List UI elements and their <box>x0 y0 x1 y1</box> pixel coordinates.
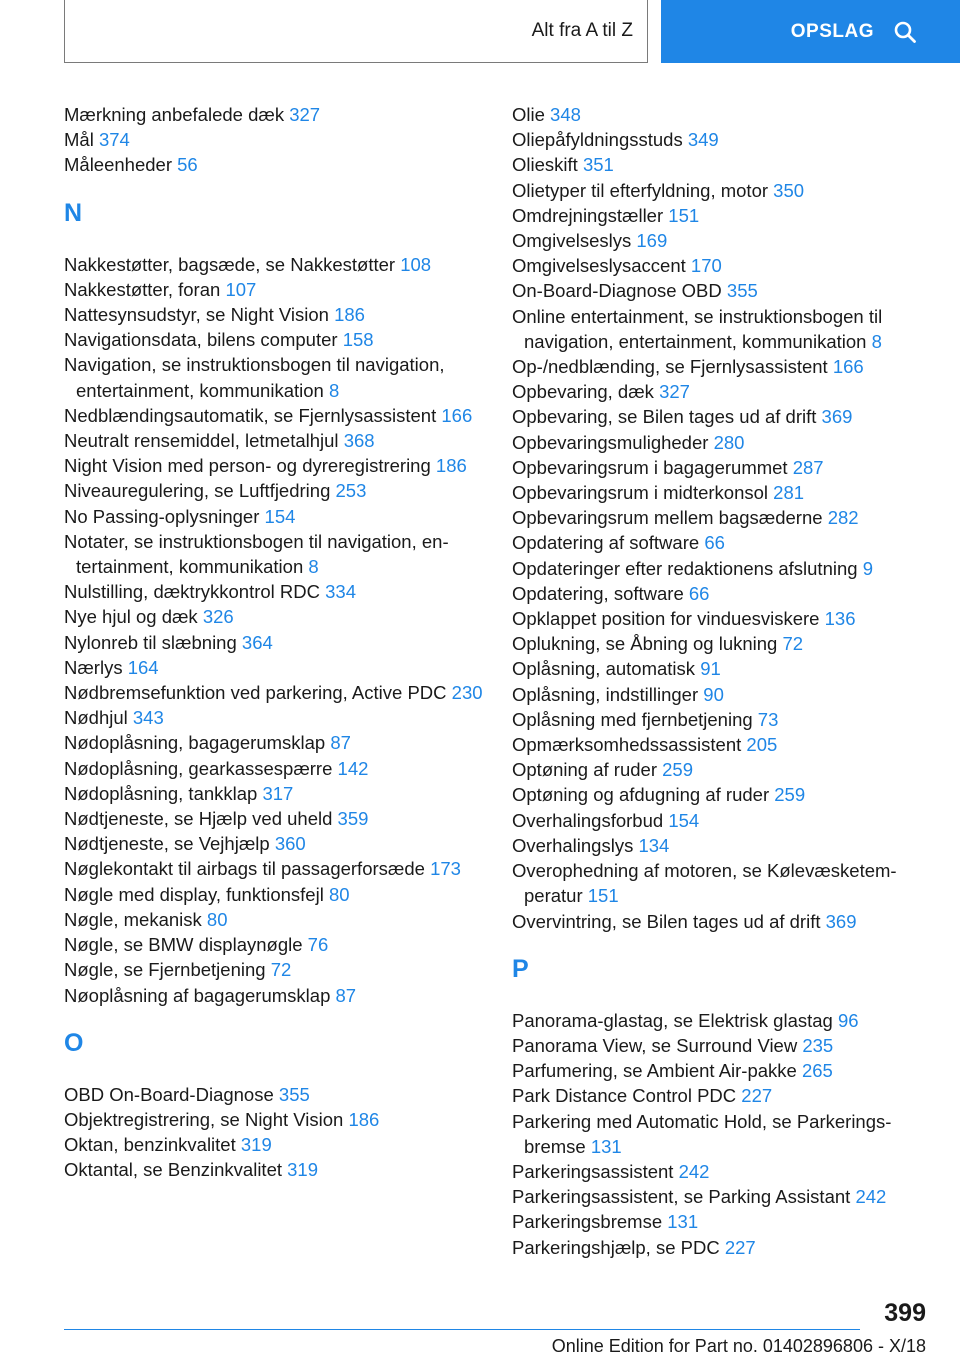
page-reference-link[interactable]: 364 <box>241 631 273 653</box>
index-entry <box>64 127 484 152</box>
index-entry-text: Optøning og afdugning af ruder <box>512 784 770 806</box>
index-entry-text: Nødbremsefunktion ved parkering, Active PDC <box>64 682 447 704</box>
index-entry <box>64 428 484 453</box>
index-entry <box>512 1083 932 1108</box>
index-entry <box>512 379 932 404</box>
index-entry <box>64 655 484 680</box>
index-entry <box>64 705 484 730</box>
index-entry-text: Night Vision med person- og dyreregistrering <box>64 455 431 477</box>
index-entry-text: Navigation, se instruktionsbogen til navigation, entertainment, kommunikation <box>64 354 445 401</box>
page-reference-link[interactable]: 151 <box>668 204 700 226</box>
edition-text: Online Edition for Part no. 01402896806 - X/18 <box>551 1336 926 1356</box>
index-entry <box>64 579 484 604</box>
index-entry-text: Nedblændingsautomatik, se Fjernlysassistent <box>64 404 437 426</box>
page-reference-link[interactable]: 369 <box>825 910 857 932</box>
page-reference-link[interactable]: 107 <box>225 278 257 300</box>
index-entry-text: Nakkestøtter, bagsæde, se Nakkestøtter <box>64 253 396 275</box>
page-reference-link[interactable]: 186 <box>435 455 467 477</box>
index-entry <box>64 1107 484 1132</box>
index-entry-text: Parkering med Automatic Hold, se Parkeringsbremse <box>512 1110 892 1157</box>
index-entry <box>512 430 932 455</box>
index-entry <box>512 278 932 303</box>
page-reference-link[interactable]: 73 <box>757 708 779 730</box>
index-entry-text: Opbevaring, dæk <box>512 381 654 403</box>
index-entry <box>64 882 484 907</box>
index-entry-text: Oplukning, se Åbning og lukning <box>512 633 778 655</box>
page-reference-link[interactable]: 108 <box>400 253 432 275</box>
index-entry <box>512 203 932 228</box>
index-entry <box>64 730 484 755</box>
index-entry <box>512 581 932 606</box>
index-entry-text: Opdatering, software <box>512 582 684 604</box>
footer-divider <box>64 1329 860 1330</box>
page-reference-link[interactable]: 8 <box>871 330 882 352</box>
page-reference-link[interactable]: 259 <box>662 759 694 781</box>
index-entry <box>512 404 932 429</box>
page-reference-link[interactable]: 319 <box>287 1159 319 1181</box>
search-button[interactable] <box>661 0 960 63</box>
index-entry <box>512 682 932 707</box>
index-entry-text: On-Board-Diagnose OBD <box>512 280 722 302</box>
page-reference-link[interactable]: 131 <box>590 1135 622 1157</box>
index-entry <box>512 909 932 934</box>
index-entry <box>512 1008 932 1033</box>
index-entry <box>64 529 484 579</box>
index-entry <box>512 707 932 732</box>
index-entry-text: Måleenheder <box>64 154 172 176</box>
index-entry-text: Nøoplåsning af bagagerumsklap <box>64 984 331 1006</box>
page-reference-link[interactable]: 327 <box>289 104 321 125</box>
page-reference-link[interactable]: 227 <box>724 1236 756 1258</box>
page-reference-link[interactable]: 343 <box>132 707 164 729</box>
page-reference-link[interactable]: 242 <box>855 1186 887 1208</box>
page-reference-link[interactable]: 169 <box>636 230 668 252</box>
index-entry <box>512 1058 932 1083</box>
page-reference-link[interactable]: 334 <box>325 581 356 603</box>
page-reference-link[interactable]: 158 <box>342 329 374 351</box>
index-entry-text: Online entertainment, se instruktionsbogen til navigation, entertainment, kommunikation <box>512 305 883 352</box>
section-title: Alt fra A til Z <box>531 20 633 41</box>
index-entry <box>512 631 932 656</box>
search-label: OPSLAG <box>790 20 874 42</box>
index-entry-text: Nakkestøtter, foran <box>64 278 221 300</box>
index-entry-text: Oliepåfyldningsstuds <box>512 129 683 151</box>
index-entry <box>512 1159 932 1184</box>
index-entry <box>512 1209 932 1234</box>
index-entry <box>64 277 484 302</box>
page-reference-link[interactable]: 359 <box>337 808 369 830</box>
page-reference-link[interactable]: 265 <box>801 1060 833 1082</box>
index-entry-text: Op-/nedblænding, se Fjernlysassistent <box>512 356 828 378</box>
page-reference-link[interactable]: 259 <box>774 784 806 806</box>
index-entry-text: Niveauregulering, se Luftfjedring <box>64 480 331 502</box>
index-entry <box>512 732 932 757</box>
index-entry <box>512 455 932 480</box>
index-entry <box>64 630 484 655</box>
page-reference-link[interactable]: 235 <box>802 1034 834 1056</box>
page-reference-link[interactable]: 280 <box>713 431 745 453</box>
page-reference-link[interactable]: 131 <box>667 1211 699 1233</box>
page-reference-link[interactable]: 87 <box>330 732 351 754</box>
page-reference-link[interactable]: 76 <box>307 934 329 956</box>
index-entry <box>64 806 484 831</box>
index-entry-text: Nulstilling, dæktrykkontrol RDC <box>64 581 320 603</box>
index-entry-text: Olieskift <box>512 154 578 176</box>
page-reference-link[interactable]: 287 <box>792 456 824 478</box>
index-entry-text: Mærkning anbefalede dæk <box>64 104 285 125</box>
index-entry <box>512 757 932 782</box>
page-reference-link[interactable]: 317 <box>262 782 294 804</box>
page-reference-link[interactable]: 242 <box>678 1160 710 1182</box>
page-number: 399 <box>884 1299 926 1327</box>
page-reference-link[interactable]: 72 <box>782 633 804 655</box>
index-entry <box>64 504 484 529</box>
index-entry-text: Overhalingslys <box>512 834 634 856</box>
page-reference-link[interactable]: 253 <box>335 480 367 502</box>
page-reference-link[interactable]: 282 <box>827 507 859 529</box>
index-entry <box>512 556 932 581</box>
index-entry <box>512 152 932 177</box>
index-entry-text: Optøning af ruder <box>512 759 657 781</box>
index-entry <box>512 1109 932 1159</box>
index-letter-heading: O <box>64 1028 84 1057</box>
page-reference-link[interactable]: 319 <box>240 1134 272 1156</box>
index-entry-text: Omdrejningstæller <box>512 204 664 226</box>
page-reference-link[interactable]: 8 <box>328 379 340 401</box>
index-entry <box>512 656 932 681</box>
index-entry <box>64 478 484 503</box>
index-entry-text: Omgivelseslysaccent <box>512 255 686 277</box>
page-reference-link[interactable]: 91 <box>700 658 721 680</box>
index-entry-text: Nøgle, se BMW displaynøgle <box>64 934 303 956</box>
page-reference-link[interactable]: 8 <box>308 556 319 578</box>
page-reference-link[interactable]: 360 <box>274 833 306 855</box>
page-reference-link[interactable]: 142 <box>337 757 369 779</box>
index-column-right <box>512 102 932 1260</box>
index-entry <box>64 252 484 277</box>
page-reference-link[interactable]: 355 <box>726 280 758 302</box>
index-entry <box>64 102 484 127</box>
index-entry-text: Nye hjul og dæk <box>64 606 198 628</box>
index-entry-text: Nøgle med display, funktionsfejl <box>64 883 324 905</box>
search-icon <box>894 21 916 43</box>
index-entry <box>64 983 484 1008</box>
index-entry <box>64 1132 484 1157</box>
page-reference-link[interactable]: 170 <box>690 255 722 277</box>
index-entry <box>64 680 484 705</box>
page-reference-link[interactable]: 186 <box>334 304 365 326</box>
index-entry-text: Navigationsdata, bilens computer <box>64 329 338 351</box>
index-entry-text: Neutralt rensemiddel, letmetalhjul <box>64 430 339 452</box>
index-entry <box>64 932 484 957</box>
page-reference-link[interactable]: 72 <box>270 959 292 981</box>
index-entry <box>512 102 932 127</box>
index-entry <box>64 781 484 806</box>
index-entry-text: Parkeringsassistent, se Parking Assistant <box>512 1186 851 1208</box>
page-reference-link[interactable]: 355 <box>278 1083 310 1105</box>
index-entry-text: Oplåsning, indstillinger <box>512 683 699 705</box>
page-reference-link[interactable]: 166 <box>441 404 473 426</box>
page-reference-link[interactable]: 136 <box>824 608 856 630</box>
index-entry <box>64 453 484 478</box>
index-entry <box>512 1184 932 1209</box>
index-entry-text: Opbevaring, se Bilen tages ud af drift <box>512 406 817 428</box>
index-entry <box>64 604 484 629</box>
index-entry-text: Mål <box>64 129 94 151</box>
index-entry-text: Overvintring, se Bilen tages ud af drift <box>512 910 821 932</box>
index-entry-text: Oplåsning, automatisk <box>512 658 696 680</box>
index-entry <box>512 1033 932 1058</box>
index-entry-text: Notater, se instruktionsbogen til navigation, entertainment, kommunikation <box>64 530 449 578</box>
index-entry <box>512 782 932 807</box>
index-entry-text: Nødoplåsning, gearkassespærre <box>64 757 333 779</box>
index-entry <box>512 480 932 505</box>
page-reference-link[interactable]: 374 <box>98 129 130 151</box>
page-reference-link[interactable]: 166 <box>832 356 864 378</box>
index-entry-text: Nylonreb til slæbning <box>64 631 237 653</box>
index-entry <box>512 127 932 152</box>
page-reference-link[interactable]: 134 <box>638 834 670 856</box>
index-entry-text: Opbevaringsmuligheder <box>512 431 709 453</box>
index-entry <box>512 858 932 908</box>
index-entry-text: Opklappet position for vinduesviskere <box>512 608 820 630</box>
page-reference-link[interactable]: 186 <box>348 1108 380 1130</box>
page-reference-link[interactable]: 151 <box>587 885 619 907</box>
page-reference-link[interactable]: 327 <box>659 381 690 403</box>
index-entry-text: Nødoplåsning, tankklap <box>64 782 258 804</box>
index-letter-heading: N <box>64 198 83 227</box>
index-entry <box>64 1157 484 1182</box>
page-reference-link[interactable]: 154 <box>264 505 296 527</box>
index-entry <box>512 178 932 203</box>
index-entry-text: Parkeringsbremse <box>512 1211 663 1233</box>
index-entry <box>64 403 484 428</box>
page-reference-link[interactable]: 87 <box>335 984 357 1006</box>
page-reference-link[interactable]: 80 <box>328 883 350 905</box>
index-entry-text: OBD On-Board-Diagnose <box>64 1083 274 1105</box>
index-entry <box>512 808 932 833</box>
index-entry-text: Parkeringshjælp, se PDC <box>512 1236 720 1258</box>
index-entry-text: Nødhjul <box>64 707 128 729</box>
page-reference-link[interactable]: 349 <box>687 129 719 151</box>
index-entry-text: Opmærksomhedssassistent <box>512 734 742 756</box>
page-reference-link[interactable]: 164 <box>127 656 159 678</box>
page-reference-link[interactable]: 154 <box>668 809 700 831</box>
index-entry <box>64 756 484 781</box>
index-entry-text: Overhalingsforbud <box>512 809 664 831</box>
index-entry-text: Oplåsning med fjernbetjening <box>512 708 753 730</box>
page-reference-link[interactable]: 90 <box>703 683 724 705</box>
index-entry-text: Nøgle, se Fjernbetjening <box>64 959 266 981</box>
index-entry-text: Overophedning af motoren, se Kølevæsketemperatur <box>512 860 897 907</box>
page-reference-link[interactable]: 80 <box>206 908 228 930</box>
index-entry-text: Nødtjeneste, se Vejhjælp <box>64 833 270 855</box>
section-title-box <box>64 0 648 63</box>
index-entry <box>512 505 932 530</box>
index-entry-text: No Passing-oplysninger <box>64 505 260 527</box>
index-entry <box>64 831 484 856</box>
page-reference-link[interactable]: 66 <box>688 582 710 604</box>
page-reference-link[interactable]: 348 <box>550 104 581 125</box>
index-entry <box>64 352 484 402</box>
index-entry <box>512 228 932 253</box>
index-entry <box>64 1082 484 1107</box>
index-entry-text: Parfumering, se Ambient Air-pakke <box>512 1060 797 1082</box>
page-reference-link[interactable]: 230 <box>451 682 483 704</box>
index-entry-text: Nattesynsudstyr, se Night Vision <box>64 304 329 326</box>
index-entry <box>512 530 932 555</box>
index-entry <box>512 354 932 379</box>
index-entry-text: Oktan, benzinkvalitet <box>64 1134 236 1156</box>
page-reference-link[interactable]: 326 <box>202 606 234 628</box>
page-reference-link[interactable]: 350 <box>773 179 805 201</box>
index-entry-text: Nøglekontakt til airbags til passagerforsæde <box>64 858 425 880</box>
index-entry <box>64 327 484 352</box>
page-reference-link[interactable]: 173 <box>430 858 461 880</box>
index-entry-text: Nødtjeneste, se Hjælp ved uheld <box>64 808 333 830</box>
index-entry-text: Olie <box>512 104 545 125</box>
index-column-left <box>64 102 484 1183</box>
page-reference-link[interactable]: 351 <box>582 154 614 176</box>
index-letter-heading: P <box>512 954 529 983</box>
page-reference-link[interactable]: 96 <box>837 1009 859 1031</box>
page-reference-link[interactable]: 281 <box>773 482 805 504</box>
index-entry <box>512 606 932 631</box>
index-entry-text: Omgivelseslys <box>512 230 632 252</box>
index-entry-text: Olietyper til efterfyldning, motor <box>512 179 769 201</box>
index-entry <box>64 302 484 327</box>
index-entry <box>64 152 484 177</box>
index-entry-text: Panorama View, se Surround View <box>512 1034 798 1056</box>
index-entry-text: Opbevaringsrum mellem bagsæderne <box>512 507 823 529</box>
index-entry <box>64 856 484 881</box>
page-reference-link[interactable]: 205 <box>746 734 778 756</box>
index-entry-text: Opdateringer efter redaktionens afslutning <box>512 557 858 579</box>
index-entry-text: Objektregistrering, se Night Vision <box>64 1108 344 1130</box>
page-reference-link[interactable]: 368 <box>343 430 375 452</box>
index-entry-text: Opbevaringsrum i midterkonsol <box>512 482 769 504</box>
page-reference-link[interactable]: 9 <box>862 557 873 579</box>
index-entry <box>512 304 932 354</box>
index-entry <box>512 833 932 858</box>
index-entry-text: Nærlys <box>64 656 123 678</box>
index-entry-text: Opdatering af software <box>512 532 700 554</box>
page-reference-link[interactable]: 66 <box>704 532 725 554</box>
index-entry <box>64 907 484 932</box>
page-reference-link[interactable]: 369 <box>821 406 853 428</box>
index-entry-text: Nøgle, mekanisk <box>64 908 202 930</box>
index-entry-text: Panorama-glastag, se Elektrisk glastag <box>512 1009 833 1031</box>
index-entry <box>512 1235 932 1260</box>
index-entry-text: Nødoplåsning, bagagerumsklap <box>64 732 326 754</box>
index-entry-text: Parkeringsassistent <box>512 1160 674 1182</box>
index-entry <box>64 957 484 982</box>
page-reference-link[interactable]: 227 <box>741 1085 773 1107</box>
index-entry <box>512 253 932 278</box>
index-entry-text: Opbevaringsrum i bagagerummet <box>512 456 788 478</box>
index-entry-text: Oktantal, se Benzinkvalitet <box>64 1159 282 1181</box>
page-reference-link[interactable]: 56 <box>177 154 198 176</box>
index-entry-text: Park Distance Control PDC <box>512 1085 737 1107</box>
